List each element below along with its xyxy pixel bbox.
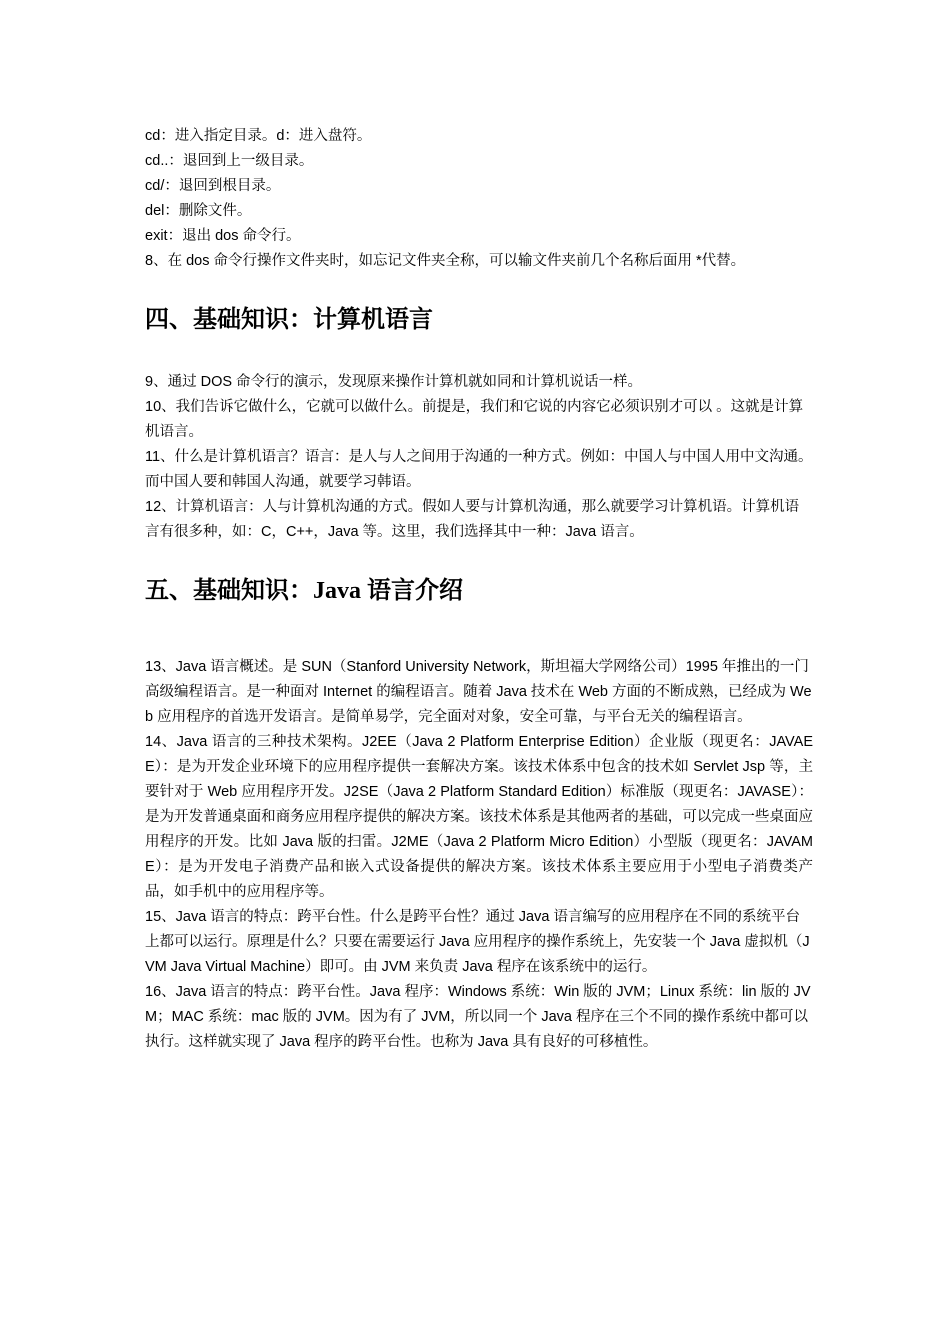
section-heading: 四、基础知识：计算机语言 [145, 307, 433, 333]
text-paragraph: 9、通过 DOS 命令行的演示，发现原来操作计算机就如同和计算机说话一样。 [145, 374, 643, 390]
text-line: cd..：退回到上一级目录。 [145, 153, 314, 169]
text-line: del：删除文件。 [145, 203, 252, 219]
text-paragraph: 16、Java 语言的特点：跨平台性。Java 程序：Windows 系统：Win 版的 JVM；Linux 系统：lin 版的 JVM；MAC 系统：mac 版的 JVM。因为有了 JVM，所以同一个 Java 程序在三个不同的操作系统中都可以执行。这样就实现了 Java 程序的跨平台性。也称为 Java 具有良好的可移植性。 [145, 984, 811, 1050]
intro-block [145, 124, 813, 274]
document-page [145, 124, 813, 1055]
section-body [145, 370, 813, 545]
text-paragraph: 12、计算机语言：人与计算机沟通的方式。假如人要与计算机沟通，那么就要学习计算机语。计算机语言有很多种，如：C，C++，Java 等。这里，我们选择其中一种：Java 语言。 [145, 499, 800, 540]
text-paragraph: 15、Java 语言的特点：跨平台性。什么是跨平台性？通过 Java 语言编写的应用程序在不同的系统平台上都可以运行。原理是什么？只要在需要运行 Java 应用程序的操作系统上，先安装一个 Java 虚拟机（JVM Java Virtual Machine）即可。由 JVM 来负责 Java 程序在该系统中的运行。 [145, 909, 810, 975]
text-line: exit：退出 dos 命令行。 [145, 228, 301, 244]
text-paragraph: 8、在 dos 命令行操作文件夹时，如忘记文件夹全称，可以输文件夹前几个名称后面用 *代替。 [145, 253, 746, 269]
text-paragraph: 14、Java 语言的三种技术架构。J2EE（Java 2 Platform Enterprise Edition）企业版（现更名：JAVAEE）：是为开发企业环境下的应用程序提供一套解决方案。该技术体系中包含的技术如 Servlet Jsp 等，主要针对于 Web 应用程序开发。J2SE（Java 2 Platform Standard Edition）标准版（现更名：JAVASE）：是为开发普通桌面和商务应用程序提供的解决方案。该技术体系是其他两者的基础，可以完成一些桌面应用程序的开发。比如 Java 版的扫雷。J2ME（Java 2 Platform Micro Edition）小型版（现更名：JAVAME）：是为开发电子消费产品和嵌入式设备提供的解决方案。该技术体系主要应用于小型电子消费类产品，如手机中的应用程序等。 [145, 734, 813, 900]
text-paragraph: 13、Java 语言概述。是 SUN（Stanford University Network，斯坦福大学网络公司）1995 年推出的一门高级编程语言。是一种面对 Internet 的编程语言。随着 Java 技术在 Web 方面的不断成熟，已经成为 Web 应用程序的首选开发语言。是简单易学，完全面对对象，安全可靠，与平台无关的编程语言。 [145, 659, 812, 725]
section-heading: 五、基础知识：Java 语言介绍 [145, 578, 463, 604]
text-line: cd/：退回到根目录。 [145, 178, 281, 194]
text-paragraph: 11、什么是计算机语言？语言：是人与人之间用于沟通的一种方式。例如：中国人与中国人用中文沟通。而中国人要和韩国人沟通，就要学习韩语。 [145, 449, 813, 490]
text-paragraph: 10、我们告诉它做什么，它就可以做什么。前提是，我们和它说的内容它必须识别才可以 。这就是计算机语言。 [145, 399, 804, 440]
text-line: cd：进入指定目录。d：进入盘符。 [145, 128, 372, 144]
section-body [145, 655, 813, 1055]
